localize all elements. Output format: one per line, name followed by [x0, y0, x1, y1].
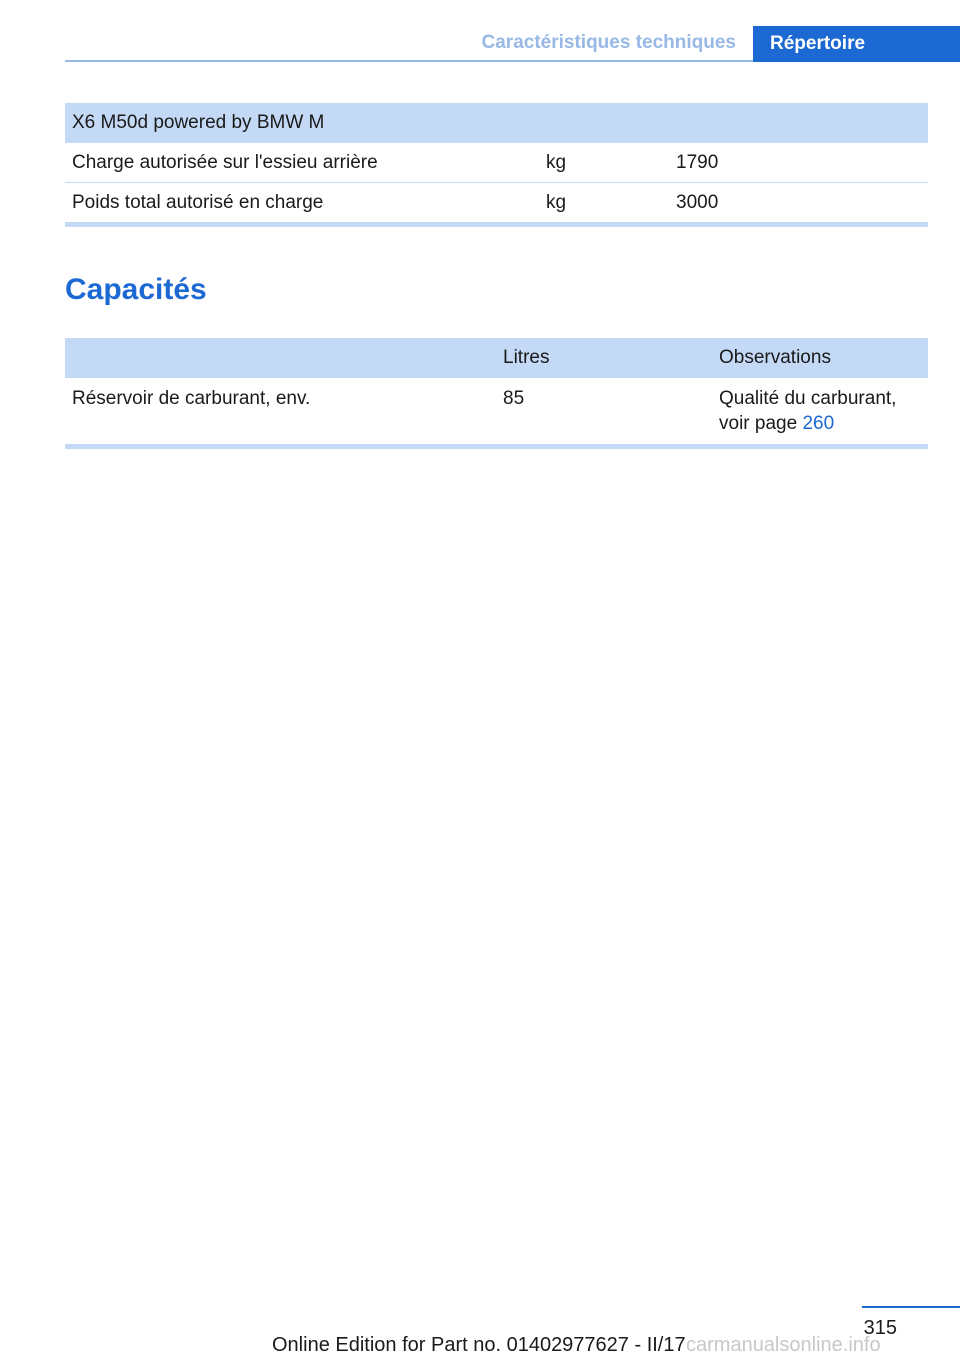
table-title: X6 M50d powered by BMW M [65, 103, 928, 143]
tab-repertoire[interactable]: Répertoire [753, 26, 960, 62]
table-header-row [65, 103, 928, 143]
row-value: 3000 [669, 183, 928, 225]
table-header-row [65, 338, 928, 378]
row-observations [712, 378, 928, 447]
row-value: 1790 [669, 143, 928, 183]
column-header-observations: Observations [712, 338, 928, 378]
row-label: Poids total autorisé en charge [65, 183, 539, 225]
observation-line2: voir page [719, 413, 798, 434]
capacities-table [65, 338, 928, 449]
page-link-260[interactable]: 260 [802, 413, 835, 434]
row-litres: 85 [496, 378, 712, 447]
section-title-capacites: Capacités [65, 273, 207, 306]
row-label: Réservoir de carburant, env. [65, 378, 496, 447]
row-unit: kg [539, 143, 669, 183]
footer-edition-text: Online Edition for Part no. 01402977627 - II/17 [272, 1334, 686, 1356]
table-row [65, 378, 928, 447]
column-header-empty [65, 338, 496, 378]
row-label: Charge autorisée sur l'essieu arrière [65, 143, 539, 183]
footer-rule [862, 1306, 960, 1308]
header-tabs [465, 26, 960, 62]
tab-caracteristiques-techniques[interactable]: Caractéristiques techniques [465, 26, 753, 62]
table-row [65, 183, 928, 225]
row-unit: kg [539, 183, 669, 225]
table-row [65, 143, 928, 183]
header-rule [65, 60, 737, 62]
observation-line1: Qualité du carburant, [719, 388, 897, 409]
page-number: 315 [863, 1317, 897, 1339]
column-header-litres: Litres [496, 338, 712, 378]
weights-table [65, 103, 928, 227]
footer-watermark: carmanualsonline.info [686, 1334, 881, 1356]
